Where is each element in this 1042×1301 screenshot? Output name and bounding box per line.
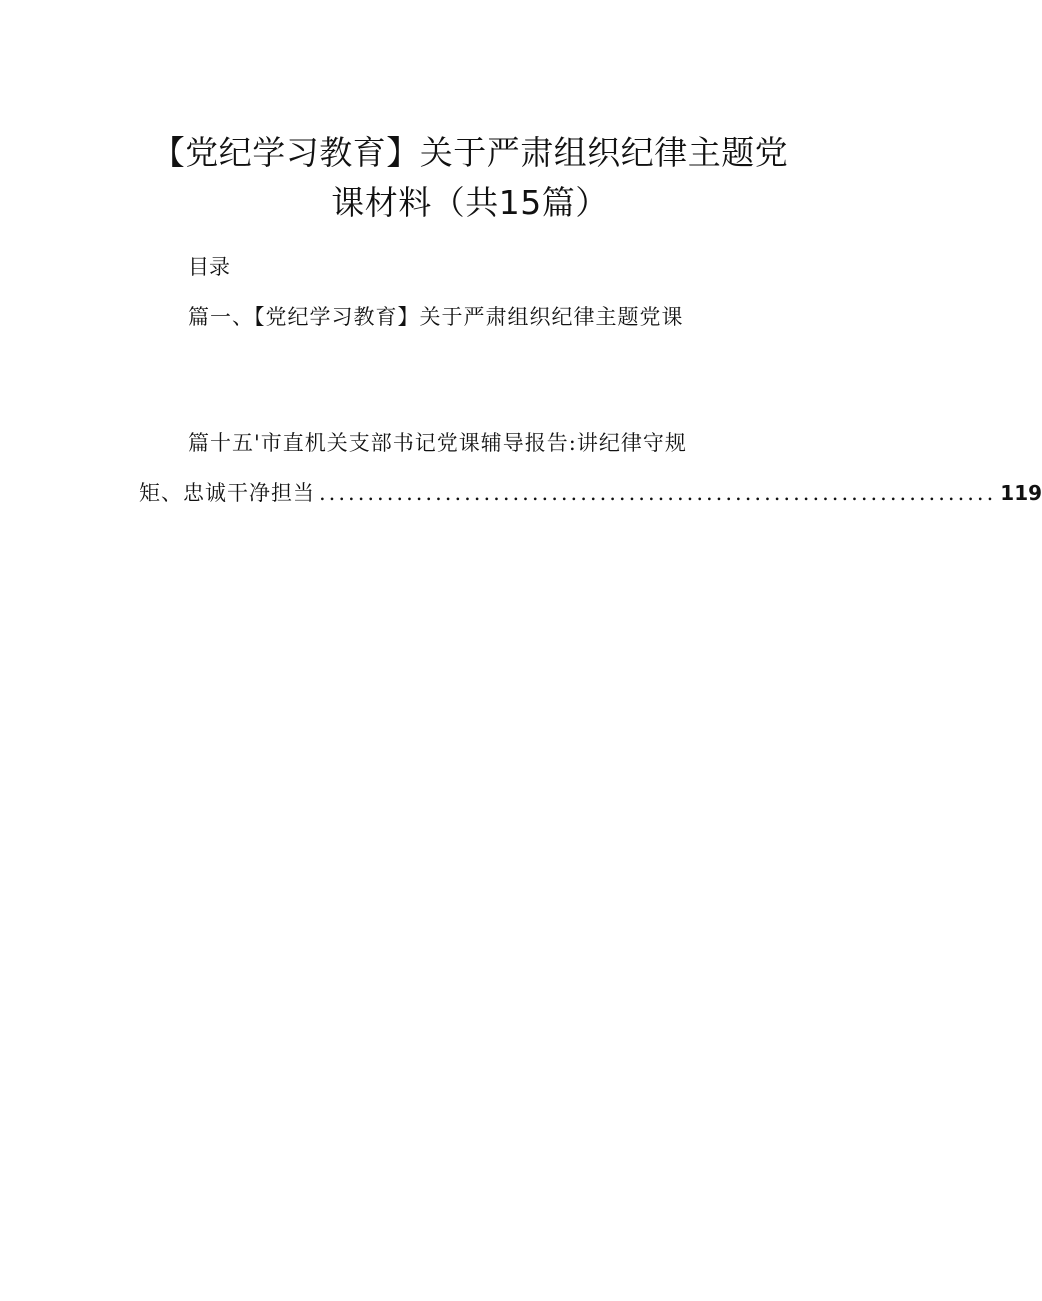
toc-entry-1[interactable]: 篇一、【党纪学习教育】关于严肃组织纪律主题党课 <box>188 305 684 329</box>
toc-entry-15-text: 矩、忠诚干净担当 <box>139 481 315 505</box>
toc-heading: 目录 <box>188 255 230 279</box>
toc-entry-15-line-2[interactable] <box>139 478 1042 508</box>
document-title <box>110 128 830 228</box>
toc-entry-15-line-1[interactable]: 篇十五'市直机关支部书记党课辅导报告:讲纪律守规 <box>188 431 687 455</box>
toc-page-number: 119 <box>1000 481 1042 505</box>
toc-dot-leader: ...................................................................... <box>319 481 997 505</box>
document-title-line-2: 课材料（共15篇） <box>331 183 609 222</box>
document-title-line-1: 【党纪学习教育】关于严肃组织纪律主题党 <box>151 133 789 172</box>
